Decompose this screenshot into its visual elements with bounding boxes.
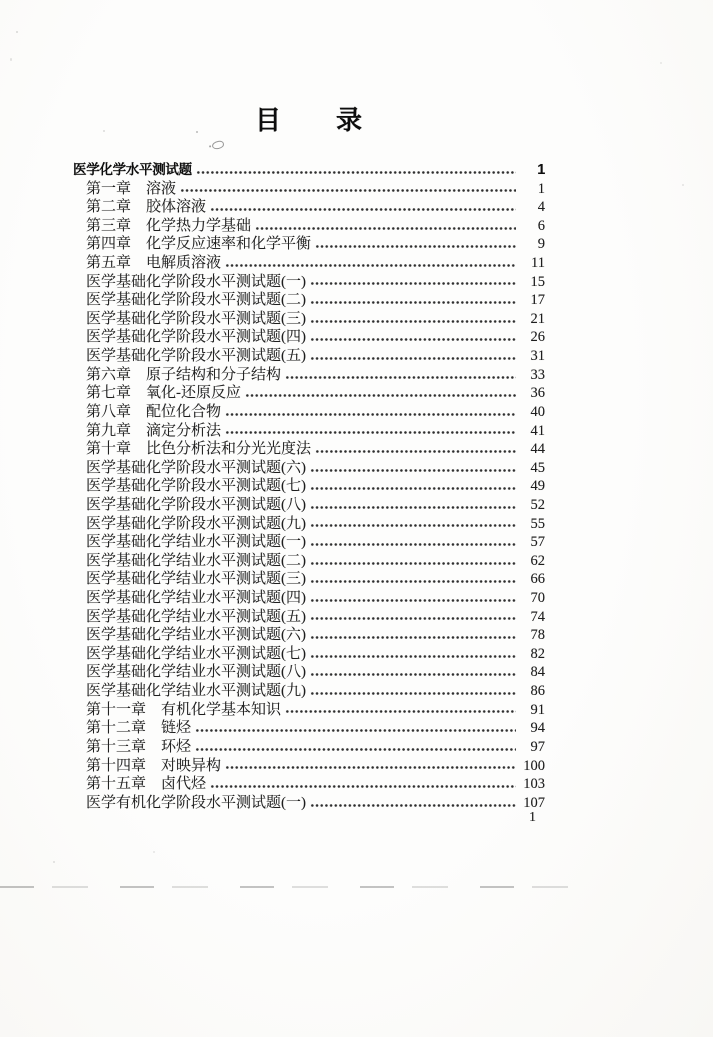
- toc-entry-label: 第十四章 对映异构: [86, 757, 222, 774]
- dot-leader: [310, 645, 516, 664]
- toc-entry-label: 第十二章 链烃: [86, 720, 192, 737]
- toc-entry: [73, 794, 545, 813]
- dot-leader: [195, 719, 516, 738]
- toc-entry-page: 33: [530, 366, 545, 383]
- toc-entry-label: 医学基础化学阶段水平测试题(三): [86, 310, 306, 327]
- toc-entry-label: 医学基础化学结业水平测试题(七): [86, 645, 306, 662]
- toc-entry: [73, 422, 545, 441]
- toc-entry-label: 医学有机化学阶段水平测试题(一): [86, 794, 306, 811]
- toc-entry-page: 82: [530, 645, 545, 662]
- toc-entry: [73, 626, 545, 645]
- dot-leader: [225, 403, 516, 422]
- toc-entry-label: 第十五章 卤代烃: [86, 776, 207, 793]
- toc-entry-label: 医学化学水平测试题: [73, 162, 192, 177]
- toc-entry: [73, 477, 545, 496]
- toc-entry-label: 第六章 原子结构和分子结构: [86, 366, 282, 383]
- scan-speck: [10, 58, 12, 61]
- toc-entry-page: 26: [530, 329, 545, 346]
- dot-leader: [310, 589, 516, 608]
- toc-entry-label: 医学基础化学阶段水平测试题(五): [86, 348, 306, 365]
- toc-entry-page: 21: [530, 310, 545, 327]
- dot-leader: [310, 347, 516, 366]
- toc-entry: [73, 496, 545, 515]
- toc-entry-page: 41: [530, 422, 545, 439]
- toc-entry: [73, 180, 545, 199]
- scan-speck: [103, 130, 105, 132]
- dot-leader: [310, 626, 516, 645]
- page-title: 目 录: [254, 105, 363, 135]
- toc-entry-label: 第七章 氧化-还原反应: [86, 385, 241, 402]
- toc-entry-page: 6: [537, 217, 545, 234]
- toc-entry-page: 57: [530, 534, 545, 551]
- toc-entry-label: 第二章 胶体溶液: [86, 199, 207, 216]
- dot-leader: [310, 477, 516, 496]
- toc-entry: [73, 273, 545, 292]
- dot-leader: [310, 459, 516, 478]
- toc-entry: [73, 366, 545, 385]
- toc-entry: [73, 682, 545, 701]
- toc-entry-page: 84: [530, 664, 545, 681]
- toc-entry-label: 第十三章 环烃: [86, 738, 192, 755]
- toc-entry-page: 40: [530, 403, 545, 420]
- dot-leader: [310, 608, 516, 627]
- toc-entry: [73, 198, 545, 217]
- dot-leader: [196, 161, 516, 180]
- dot-leader: [310, 273, 516, 292]
- dot-leader: [315, 235, 516, 254]
- toc-entry-label: 医学基础化学结业水平测试题(三): [86, 571, 306, 588]
- dot-leader: [310, 552, 516, 571]
- toc-entry-label: 第八章 配位化合物: [86, 403, 222, 420]
- toc-entry: [73, 589, 545, 608]
- toc-entry-page: 49: [530, 478, 545, 495]
- toc-entry: [73, 235, 545, 254]
- toc-entry-page: 9: [537, 236, 545, 253]
- toc-entry: [73, 738, 545, 757]
- toc-entry-label: 第五章 电解质溶液: [86, 255, 222, 272]
- dot-leader: [310, 328, 516, 347]
- toc-entry-page: 74: [530, 608, 545, 625]
- dot-leader: [310, 794, 516, 813]
- toc-entry-label: 医学基础化学结业水平测试题(八): [86, 664, 306, 681]
- toc-entry-label: 第一章 溶液: [86, 180, 177, 197]
- toc-entry: [73, 291, 545, 310]
- toc-entry-page: 1: [537, 162, 545, 178]
- toc-entry-page: 78: [530, 627, 545, 644]
- toc-entry: [73, 570, 545, 589]
- toc-entry: [73, 663, 545, 682]
- toc-entry: [73, 310, 545, 329]
- dot-leader: [245, 384, 516, 403]
- dot-leader: [310, 310, 516, 329]
- dot-leader: [310, 682, 516, 701]
- toc-entry-label: 第三章 化学热力学基础: [86, 217, 252, 234]
- toc-entry: [73, 217, 545, 236]
- toc-entry-label: 医学基础化学结业水平测试题(二): [86, 552, 306, 569]
- toc-entry-page: 70: [530, 590, 545, 607]
- dot-leader: [285, 701, 516, 720]
- dot-leader: [225, 254, 516, 273]
- scan-streak: [0, 886, 592, 888]
- toc-entry-page: 94: [530, 720, 545, 737]
- toc-entry-page: 62: [530, 552, 545, 569]
- toc-entry-label: 医学基础化学结业水平测试题(五): [86, 608, 306, 625]
- toc-entry-page: 100: [523, 757, 545, 774]
- toc-entry: [73, 161, 545, 180]
- scan-artifact: [211, 140, 224, 150]
- toc-entry: [73, 347, 545, 366]
- toc-entry-label: 医学基础化学阶段水平测试题(四): [86, 329, 306, 346]
- toc-entry-page: 107: [523, 794, 545, 811]
- dot-leader: [310, 496, 516, 515]
- toc-entry-page: 103: [523, 776, 545, 793]
- dot-leader: [195, 738, 516, 757]
- toc-entry-label: 医学基础化学阶段水平测试题(一): [86, 273, 306, 290]
- toc-entry: [73, 701, 545, 720]
- toc-entry-page: 31: [530, 348, 545, 365]
- dot-leader: [310, 515, 516, 534]
- scan-speck: [196, 131, 198, 133]
- toc-entry: [73, 384, 545, 403]
- dot-leader: [315, 440, 516, 459]
- dot-leader: [310, 291, 516, 310]
- toc-entry: [73, 459, 545, 478]
- toc-entry-label: 医学基础化学结业水平测试题(一): [86, 534, 306, 551]
- toc-entry: [73, 645, 545, 664]
- toc-entry: [73, 552, 545, 571]
- toc-entry-page: 11: [531, 255, 545, 272]
- dot-leader: [310, 663, 516, 682]
- toc-entry-label: 第九章 滴定分析法: [86, 422, 222, 439]
- toc-entry: [73, 515, 545, 534]
- toc-list: [73, 161, 545, 812]
- scan-speck: [682, 184, 684, 186]
- dot-leader: [180, 180, 516, 199]
- toc-entry-page: 45: [530, 459, 545, 476]
- toc-entry-label: 第十章 比色分析法和分光光度法: [86, 441, 312, 458]
- toc-entry-page: 52: [530, 496, 545, 513]
- dot-leader: [225, 757, 516, 776]
- toc-entry-page: 86: [530, 683, 545, 700]
- toc-entry-label: 医学基础化学阶段水平测试题(九): [86, 515, 306, 532]
- toc-entry: [73, 403, 545, 422]
- toc-entry: [73, 440, 545, 459]
- toc-entry: [73, 328, 545, 347]
- toc-entry-label: 第四章 化学反应速率和化学平衡: [86, 236, 312, 253]
- toc-entry-page: 44: [530, 441, 545, 458]
- toc-entry-label: 医学基础化学结业水平测试题(九): [86, 683, 306, 700]
- toc-entry-label: 医学基础化学阶段水平测试题(七): [86, 478, 306, 495]
- scan-speck: [53, 861, 55, 863]
- toc-entry: [73, 757, 545, 776]
- toc-entry-label: 医学基础化学阶段水平测试题(六): [86, 459, 306, 476]
- dot-leader: [255, 217, 516, 236]
- toc-entry-label: 医学基础化学结业水平测试题(六): [86, 627, 306, 644]
- scan-speck: [16, 31, 18, 33]
- toc-entry-label: 医学基础化学结业水平测试题(四): [86, 590, 306, 607]
- scan-speck: [153, 851, 155, 853]
- toc-entry: [73, 719, 545, 738]
- dot-leader: [210, 198, 516, 217]
- toc-entry-page: 97: [530, 738, 545, 755]
- scan-speck: [660, 62, 662, 64]
- toc-entry: [73, 254, 545, 273]
- toc-entry-page: 36: [530, 385, 545, 402]
- toc-entry-page: 55: [530, 515, 545, 532]
- toc-entry-page: 15: [530, 273, 545, 290]
- toc-entry-label: 第十一章 有机化学基本知识: [86, 701, 282, 718]
- toc-entry-page: 17: [530, 292, 545, 309]
- toc-entry-page: 4: [537, 199, 545, 216]
- toc-entry: [73, 533, 545, 552]
- toc-entry: [73, 775, 545, 794]
- dot-leader: [210, 775, 516, 794]
- footer-page-number: 1: [529, 810, 536, 825]
- toc-entry-label: 医学基础化学阶段水平测试题(二): [86, 292, 306, 309]
- dot-leader: [285, 366, 516, 385]
- toc-entry-page: 66: [530, 571, 545, 588]
- toc-entry: [73, 608, 545, 627]
- toc-entry-label: 医学基础化学阶段水平测试题(八): [86, 496, 306, 513]
- dot-leader: [310, 533, 516, 552]
- dot-leader: [310, 570, 516, 589]
- dot-leader: [225, 422, 516, 441]
- toc-entry-page: 1: [537, 180, 545, 197]
- toc-entry-page: 91: [530, 701, 545, 718]
